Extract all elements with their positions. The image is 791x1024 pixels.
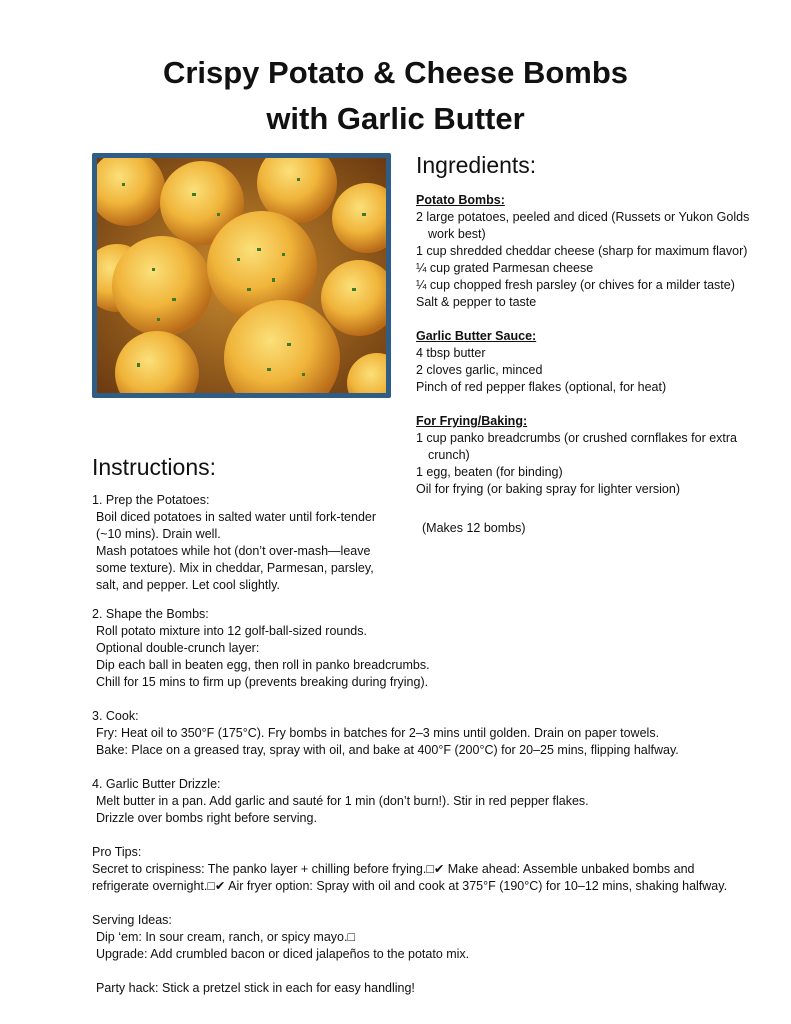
ingredient-item: Salt & pepper to taste (416, 295, 537, 309)
instructions-heading: Instructions: (92, 454, 216, 480)
title-line-1: Crispy Potato & Cheese Bombs (162, 55, 629, 90)
step-line: Melt butter in a pan. Add garlic and sauté for 1 min (don’t burn!). Stir in red pepper flakes. (96, 794, 589, 808)
step-line: Mash potatoes while hot (don’t over-mash—leave some texture). Mix in cheddar, Parmesan, parsley, salt, and pepper. Let cool slightly. (96, 544, 374, 592)
ingredients-panel (416, 150, 776, 537)
ingredient-item: ¼ cup grated Parmesan cheese (416, 261, 594, 275)
ingredient-item: 1 egg, beaten (for binding) (416, 465, 563, 479)
title-line-2: with Garlic Butter (266, 101, 525, 136)
step-line: Boil diced potatoes in salted water until fork-tender (~10 mins). Drain well. (96, 510, 377, 541)
step-garlic-butter-drizzle (92, 776, 732, 827)
serving-line: Dip ‘em: In sour cream, ranch, or spicy mayo.□ (96, 930, 356, 944)
step-line: Bake: Place on a greased tray, spray with oil, and bake at 400°F (200°C) for 20–25 mins, flipping halfway. (96, 743, 679, 757)
section-title: Garlic Butter Sauce: (416, 329, 537, 343)
serving-title: Serving Ideas: (92, 913, 172, 927)
ingredients-heading: Ingredients: (416, 152, 537, 178)
step-line: Roll potato mixture into 12 golf-ball-sized rounds. (96, 624, 367, 638)
ingredient-item: Pinch of red pepper flakes (optional, for heat) (416, 380, 667, 394)
potato-bombs-illustration (97, 158, 386, 393)
recipe-title (0, 50, 791, 142)
step-title: 4. Garlic Butter Drizzle: (92, 777, 221, 791)
step-line: Optional double-crunch layer: (96, 641, 260, 655)
ingredient-section-potato-bombs (416, 192, 776, 311)
serving-line: Upgrade: Add crumbled bacon or diced jalapeños to the potato mix. (96, 947, 470, 961)
ingredient-list (416, 345, 776, 396)
step-line: Dip each ball in beaten egg, then roll in panko breadcrumbs. (96, 658, 430, 672)
pro-tips (92, 844, 732, 895)
yield-note: (Makes 12 bombs) (422, 521, 526, 535)
step-title: 1. Prep the Potatoes: (92, 493, 210, 507)
step-cook (92, 708, 732, 759)
food-photo (92, 153, 391, 398)
ingredient-section-frying-baking (416, 413, 776, 498)
ingredient-item: 2 cloves garlic, minced (416, 363, 543, 377)
ingredient-list (416, 430, 776, 498)
step-title: 2. Shape the Bombs: (92, 607, 209, 621)
section-title: For Frying/Baking: (416, 414, 528, 428)
step-line: Chill for 15 mins to firm up (prevents breaking during frying). (96, 675, 429, 689)
instructions-body (92, 492, 732, 1014)
ingredient-item: 1 cup shredded cheddar cheese (sharp for maximum flavor) (416, 244, 748, 258)
ingredient-item: 1 cup panko breadcrumbs (or crushed cornflakes for extra crunch) (416, 431, 737, 462)
instructions-header (92, 452, 216, 482)
serving-line: Party hack: Stick a pretzel stick in each for easy handling! (96, 981, 415, 995)
tips-title: Pro Tips: (92, 845, 142, 859)
step-line: Fry: Heat oil to 350°F (175°C). Fry bombs in batches for 2–3 mins until golden. Drain on paper towels. (96, 726, 660, 740)
step-title: 3. Cook: (92, 709, 139, 723)
section-title: Potato Bombs: (416, 193, 505, 207)
ingredient-item: ¼ cup chopped fresh parsley (or chives for a milder taste) (416, 278, 735, 292)
ingredient-item: 2 large potatoes, peeled and diced (Russets or Yukon Golds work best) (416, 210, 750, 241)
step-line: Drizzle over bombs right before serving. (96, 811, 317, 825)
serving-ideas (92, 912, 732, 997)
step-prep-potatoes (92, 492, 392, 594)
step-shape-bombs (92, 606, 732, 691)
tips-body: Secret to crispiness: The panko layer + chilling before frying.□✔ Make ahead: Assemble unbaked bombs and refrigerate overnight.□✔ Air fryer option: Spray with oil and cook at 375°F (190°C) for 10–12 mins, shaking halfway. (92, 862, 728, 893)
ingredient-item: Oil for frying (or baking spray for lighter version) (416, 482, 680, 496)
ingredient-list (416, 209, 776, 311)
ingredient-item: 4 tbsp butter (416, 346, 486, 360)
ingredient-section-garlic-butter (416, 328, 776, 396)
